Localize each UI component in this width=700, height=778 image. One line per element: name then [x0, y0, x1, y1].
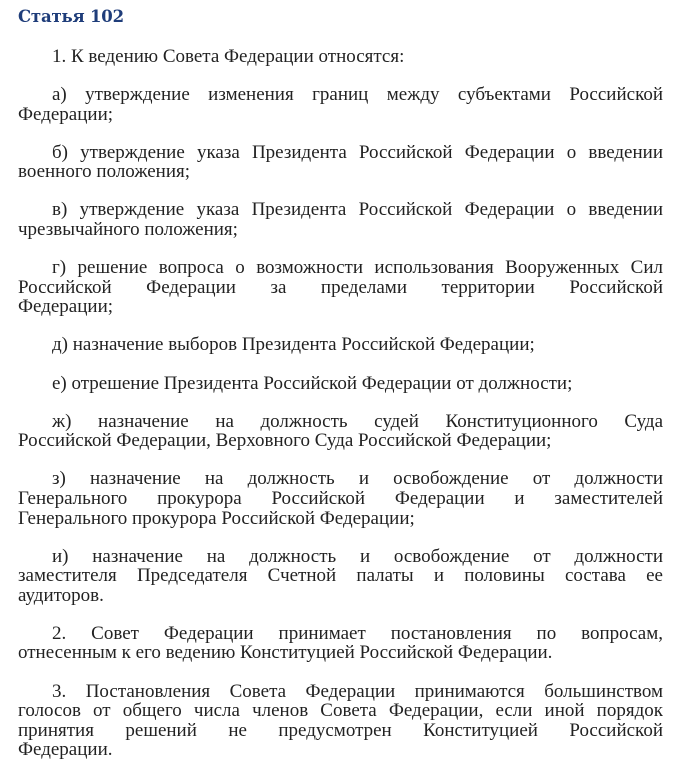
paragraph-line: чрезвычайного положения; — [18, 219, 238, 241]
paragraph-line: Генерального прокурора Российской Федерации; — [18, 507, 415, 529]
paragraph-line: е) отрешение Президента Российской Федерации от должности; — [52, 372, 573, 394]
paragraph-line: Генерального прокурора Российской Федерации и заместителей — [18, 487, 663, 509]
paragraph — [18, 258, 663, 317]
paragraph — [18, 85, 663, 124]
paragraph-line: Федерации; — [18, 103, 114, 125]
paragraph-line: Федерации. — [18, 739, 113, 761]
paragraph — [18, 469, 663, 528]
paragraph-line: з) назначение на должность и освобождение от должности — [52, 468, 663, 490]
article-body — [18, 47, 663, 778]
paragraph-line: 1. К ведению Совета Федерации относятся: — [52, 46, 405, 67]
paragraph-line: голосов от общего числа членов Совета Федерации, если иной порядок — [18, 700, 663, 722]
paragraph-line: б) утверждение указа Президента Российской Федерации о введении — [52, 141, 663, 163]
paragraph — [18, 335, 663, 355]
paragraph-line: принятия решений не предусмотрен Конституцией Российской — [18, 719, 663, 741]
paragraph-line: Российской Федерации за пределами территории Российской — [18, 276, 663, 298]
paragraph-line: Российской Федерации, Верховного Суда Российской Федерации; — [18, 430, 552, 452]
paragraph-line: Федерации; — [18, 296, 114, 318]
paragraph — [18, 47, 663, 67]
paragraph — [18, 624, 663, 663]
paragraph — [18, 682, 663, 760]
paragraph-line: г) решение вопроса о возможности использования Вооруженных Сил — [52, 257, 663, 279]
paragraph — [18, 143, 663, 182]
paragraph-line: 3. Постановления Совета Федерации принимаются большинством — [52, 680, 663, 702]
paragraph-line: в) утверждение указа Президента Российской Федерации о введении — [52, 199, 663, 221]
paragraph-line: отнесенным к его ведению Конституцией Российской Федерации. — [18, 642, 553, 664]
paragraph-line: д) назначение выборов Президента Российской Федерации; — [52, 334, 535, 356]
paragraph-line: 2. Совет Федерации принимает постановления по вопросам, — [52, 622, 663, 644]
paragraph-line: военного положения; — [18, 161, 191, 183]
article-heading: Статья 102 — [18, 7, 124, 26]
paragraph-line: и) назначение на должность и освобождение от должности — [52, 545, 663, 567]
paragraph-line: аудиторов. — [18, 584, 104, 606]
paragraph-line: заместителя Председателя Счетной палаты и половины состава ее — [18, 565, 663, 587]
paragraph-line: ж) назначение на должность судей Конституционного Суда — [52, 410, 663, 432]
paragraph — [18, 200, 663, 239]
paragraph-line: а) утверждение изменения границ между субъектами Российской — [52, 84, 663, 106]
paragraph — [18, 547, 663, 606]
paragraph — [18, 412, 663, 451]
paragraph — [18, 374, 663, 394]
